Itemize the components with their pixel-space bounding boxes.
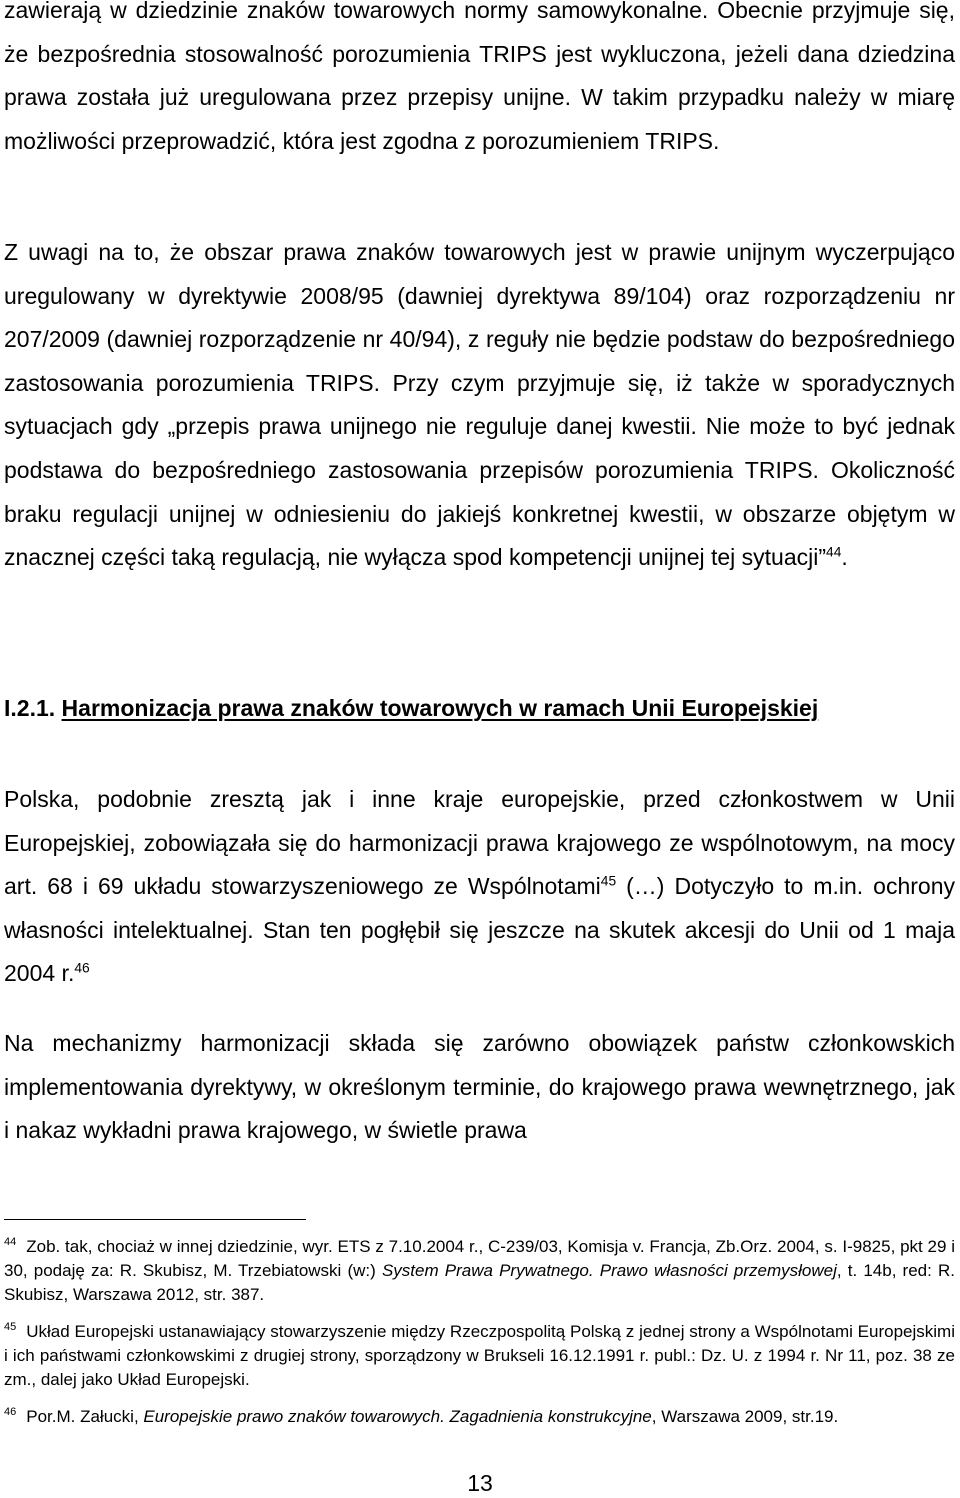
paragraph-text: zawierają w dziedzinie znaków towarowych normy samowykonalne. Obecnie przyjmuje się, że bezpośrednia stosowalność porozumienia TRIPS jest wykluczona, jeżeli dana dziedzina prawa została już uregulowana przez przepisy unijne. W takim przypadku należy w miarę możliwości przeprowadzić, która jest zgodna z porozumieniem TRIPS. [4,0,955,154]
paragraph-poland-harmonization [4,778,955,996]
footnote-46 [4,1405,955,1429]
section-heading [4,690,818,726]
footnote-italic-title: System Prawa Prywatnego. Prawo własności przemysłowej [381,1261,837,1280]
footnote-ref-46[interactable]: 46 [74,960,90,976]
paragraph-text: Z uwagi na to, że obszar prawa znaków towarowych jest w prawie unijnym wyczerpująco uregulowany w dyrektywie 2008/95 (dawniej dyrektywa 89/104) oraz rozporządzeniu nr 207/2009 (dawniej rozporządzenie nr 40/94), z reguły nie będzie podstaw do bezpośredniego zastosowania porozumienia TRIPS. Przy czym przyjmuje się, iż także w sporadycznych sytuacjach gdy „przepis prawa unijnego nie reguluje danej kwestii. Nie może to być jednak podstawa do bezpośredniego zastosowania przepisów porozumienia TRIPS. Okoliczność braku regulacji unijnej w odniesieniu do jakiejś konkretnej kwestii, w obszarze objętym w znacznej części taką regulacją, nie wyłącza spod kompetencji unijnej tej sytuacji” [4,239,955,571]
paragraph-text: Na mechanizmy harmonizacji składa się zarówno obowiązek państw członkowskich implementowania dyrektywy, w określonym terminie, do krajowego prawa wewnętrznego, jak i nakaz wykładni prawa krajowego, w świetle prawa [4,1030,955,1144]
footnote-ref-44[interactable]: 44 [826,544,842,560]
footnote-text: Por.M. Załucki, [26,1407,144,1426]
paragraph-harmonization-mechanisms [4,1022,955,1153]
footnote-44 [4,1235,955,1307]
footnote-ref-45[interactable]: 45 [600,873,617,889]
paragraph-trips-applicability [4,0,955,163]
paragraph-text-continued: (…) Dotyczyło to m.in. ochrony własności intelektualnej. Stan ten pogłębił się jeszcze na skutek akcesji do Unii od 1 maja 2004 r. [4,873,956,987]
section-number: I.2.1. [4,695,56,721]
footnote-number: 45 [4,1321,17,1334]
footnote-number: 44 [4,1236,17,1249]
page-number: 13 [467,1470,493,1496]
section-title: Harmonizacja prawa znaków towarowych w ramach Unii Europejskiej [61,695,819,721]
footnote-text: Układ Europejski ustanawiający stowarzyszenie między Rzeczpospolitą Polską z jednej strony a Wspólnotami Europejskimi i ich państwami członkowskimi z drugiej strony, sporządzony w Brukseli 16.12.1991 r. publ.: Dz. U. z 1994 r. Nr 11, poz. 38 ze zm., dalej jako Układ Europejski. [4,1322,955,1389]
footnote-text-end: , Warszawa 2009, str.19. [651,1407,839,1426]
paragraph-trademark-law-scope [4,231,955,580]
footnote-45 [4,1320,955,1392]
footnote-text: Zob. tak, chociaż w innej dziedzinie, wyr. ETS z 7.10.2004 r., C-239/03, Komisja v. Francja, Zb.Orz. 2004, s. I-9825, pkt 29 i 30, podaję za: R. Skubisz, M. Trzebiatowski (w:) [4,1237,955,1280]
paragraph-text: Polska, podobnie zresztą jak i inne kraje europejskie, przed członkostwem w Unii Europejskiej, zobowiązała się do harmonizacji prawa krajowego ze wspólnotowym, na mocy art. 68 i 69 układu stowarzyszeniowego ze Wspólnotami [4,786,955,900]
footnote-text-end: , t. 14b, red: R. Skubisz, Warszawa 2012, str. 387. [4,1261,955,1304]
footnote-separator [4,1219,306,1220]
footnote-italic-title: Europejskie prawo znaków towarowych. Zagadnienia konstrukcyjne [143,1407,652,1426]
footnote-number: 46 [4,1406,17,1419]
paragraph-end: . [841,544,848,571]
